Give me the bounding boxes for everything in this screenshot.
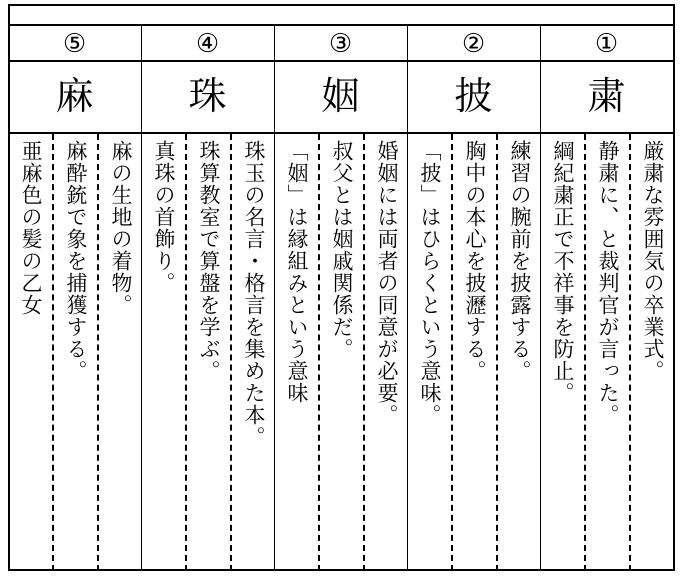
- target-kanji: 麻: [55, 74, 94, 118]
- example-sentence: 「披」はひらくという意味。: [418, 140, 442, 426]
- sentence-divider: [629, 134, 631, 571]
- sentence-divider: [451, 134, 453, 571]
- column-number: ③: [328, 29, 353, 59]
- column-number: ①: [594, 29, 619, 59]
- kanji-worksheet: [8, 4, 675, 571]
- example-sentence: 叔父とは姻戚関係だ。: [330, 140, 354, 360]
- example-sentence: 厳粛な雰囲気の卒業式。: [641, 140, 665, 382]
- header-rule-top: [8, 24, 675, 26]
- example-sentence: 麻酔銃で象を捕獲する。: [64, 140, 88, 382]
- example-sentence: 珠玉の名言・格言を集めた本。: [242, 140, 266, 448]
- example-sentence: 練習の腕前を披露する。: [508, 140, 532, 382]
- column-number: ⑤: [62, 29, 87, 59]
- example-sentence: 綱紀粛正で不祥事を防止。: [551, 140, 575, 404]
- sentence-divider: [52, 134, 54, 571]
- example-sentence: 珠算教室で算盤を学ぶ。: [197, 140, 221, 382]
- sentence-divider: [363, 134, 365, 571]
- example-sentence: 胸中の本心を披瀝する。: [463, 140, 487, 382]
- example-sentence: 麻の生地の着物。: [109, 140, 133, 316]
- sentence-divider: [318, 134, 320, 571]
- sentence-divider: [496, 134, 498, 571]
- sentence-divider: [584, 134, 586, 571]
- column-number: ②: [461, 29, 486, 59]
- target-kanji: 披: [454, 74, 493, 118]
- header-rule-kanji: [8, 132, 675, 134]
- example-sentence: 婚姻には両者の同意が必要。: [375, 140, 399, 426]
- example-sentence: 静粛に、と裁判官が言った。: [596, 140, 620, 426]
- example-sentence: 「姻」は縁組みという意味: [285, 140, 309, 404]
- sentence-divider: [97, 134, 99, 571]
- header-rule-number: [8, 60, 675, 62]
- target-kanji: 珠: [188, 74, 227, 118]
- target-kanji: 姻: [321, 74, 360, 118]
- example-sentence: 亜麻色の髪の乙女: [19, 140, 43, 316]
- example-sentence: 真珠の首飾り。: [152, 140, 176, 294]
- target-kanji: 粛: [587, 74, 626, 118]
- sentence-divider: [185, 134, 187, 571]
- sentence-divider: [230, 134, 232, 571]
- column-number: ④: [195, 29, 220, 59]
